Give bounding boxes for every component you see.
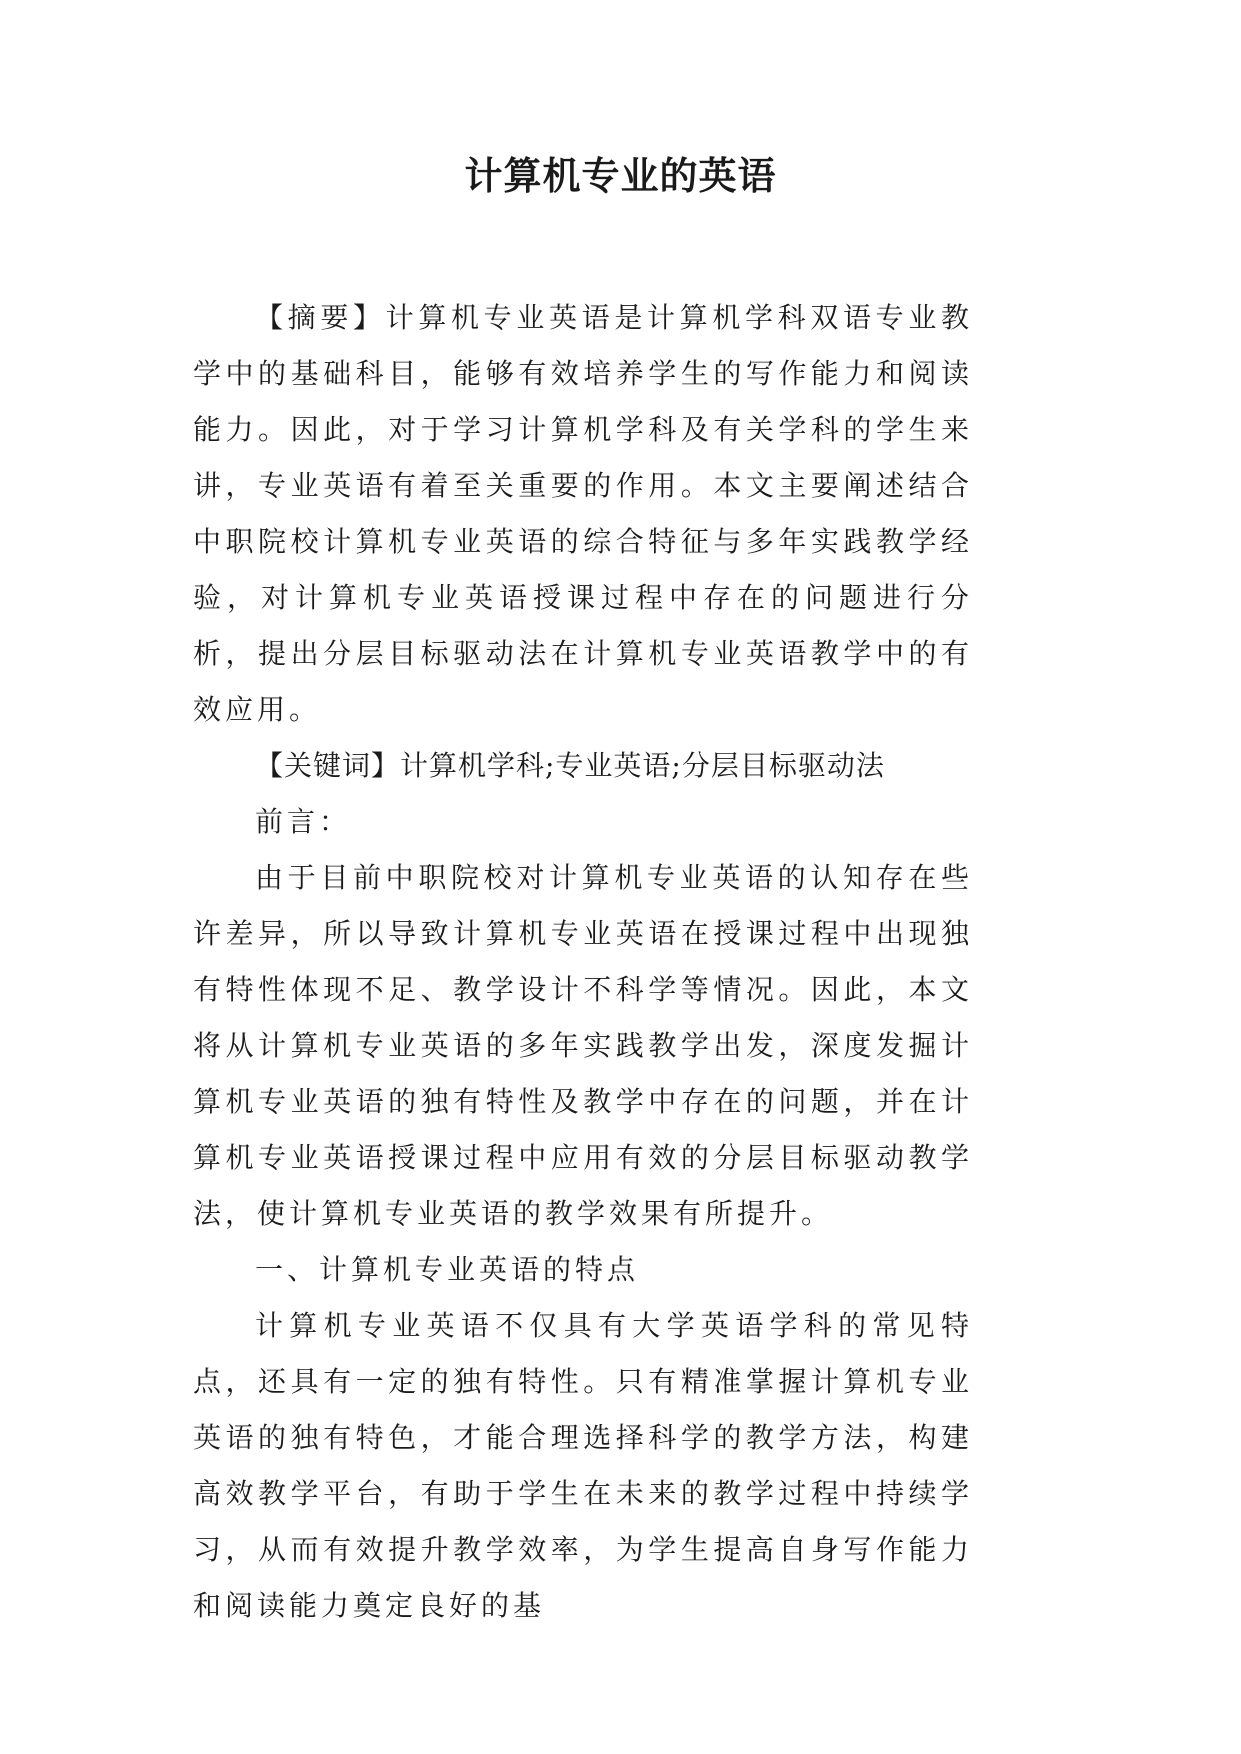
preface-heading: 前言：	[255, 805, 352, 838]
section-paragraph: 计算机专业英语不仅具有大学英语学科的常见特点，还具有一定的独有特性。只有精准掌握计算机专业英语的独有特色，才能合理选择科学的教学方法，构建高效教学平台，有助于学生在未来的教学过程中持续学习，从而有效提升教学效率，为学生提高自身写作能力和阅读能力奠定良好的基	[193, 1309, 973, 1622]
abstract-paragraph: 【摘要】计算机专业英语是计算机学科双语专业教学中的基础科目，能够有效培养学生的写作能力和阅读能力。因此，对于学习计算机学科及有关学科的学生来讲，专业英语有着至关重要的作用。本文主要阐述结合中职院校计算机专业英语的综合特征与多年实践教学经验，对计算机专业英语授课过程中存在的问题进行分析，提出分层目标驱动法在计算机专业英语教学中的有效应用。	[193, 301, 973, 726]
keywords-paragraph: 【关键词】计算机学科;专业英语;分层目标驱动法	[255, 749, 885, 782]
document-body	[193, 290, 973, 1634]
section-heading: 一、计算机专业英语的特点	[255, 1253, 640, 1286]
document-title: 计算机专业的英语	[464, 154, 777, 198]
preface-paragraph: 由于目前中职院校对计算机专业英语的认知存在些许差异，所以导致计算机专业英语在授课过程中出现独有特性体现不足、教学设计不科学等情况。因此，本文将从计算机专业英语的多年实践教学出发，深度发掘计算机专业英语的独有特性及教学中存在的问题，并在计算机专业英语授课过程中应用有效的分层目标驱动教学法，使计算机专业英语的教学效果有所提升。	[193, 861, 973, 1230]
